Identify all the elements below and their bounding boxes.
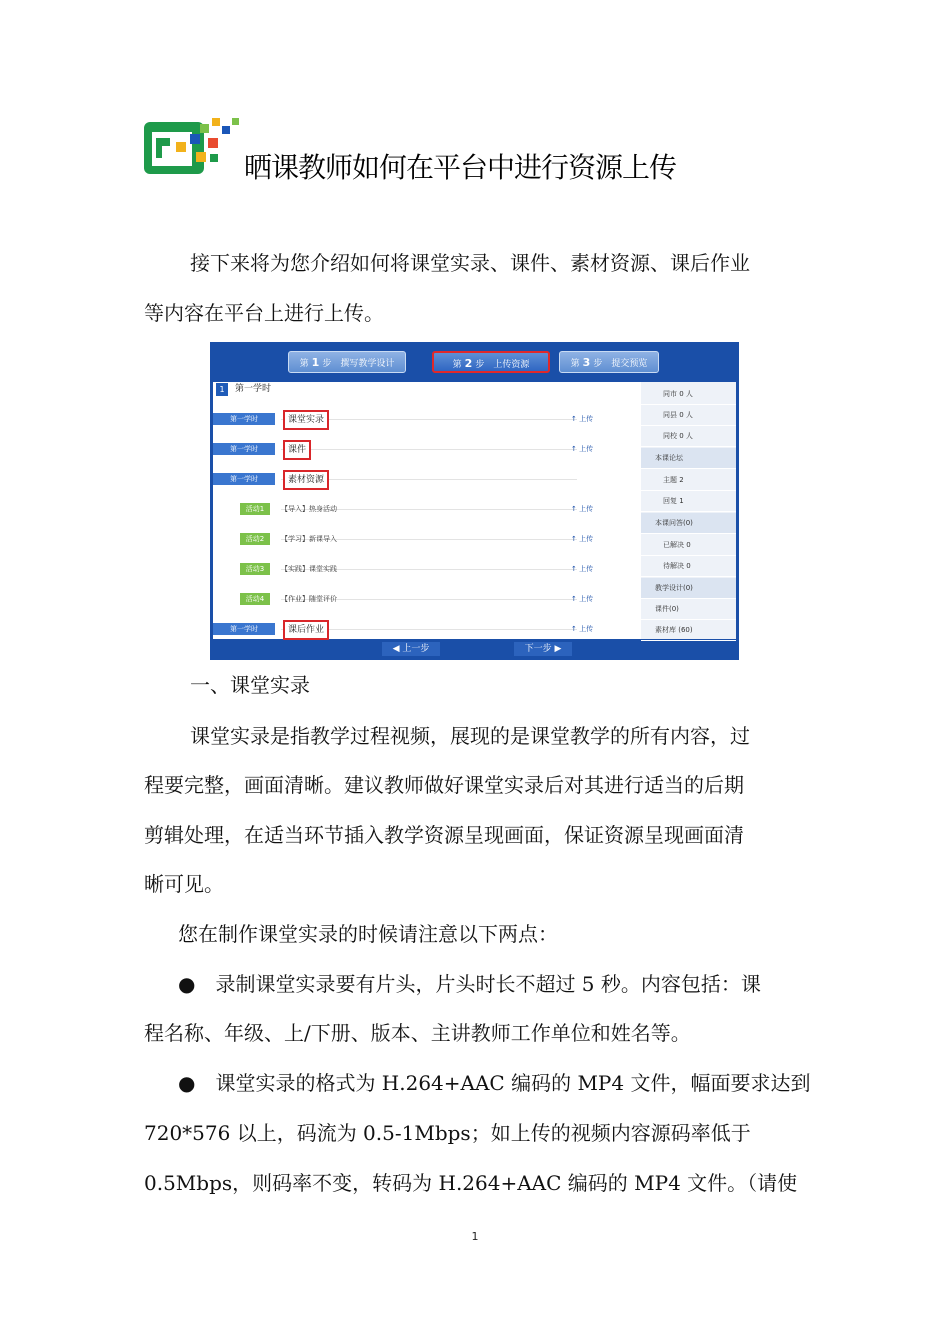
sidebar-stat: 课件(0) — [641, 599, 736, 620]
bullet-2-line-2: 720*576 以上，码流为 0.5-1Mbps；如上传的视频内容源码率低于 — [144, 1121, 751, 1145]
sidebar-stat: 同市 0 人 — [641, 384, 736, 405]
bullet-1-line-1: ● 录制课堂实录要有片头，片头时长不超过 5 秒。内容包括：课 — [178, 972, 761, 996]
sidebar-heading: 本课论坛 — [641, 448, 736, 469]
sidebar-stat: 回复 1 — [641, 491, 736, 512]
activity-row: 活动3 【实践】课堂实践 ↑ 上传 — [213, 560, 637, 578]
upload-link: ↑ 上传 — [571, 565, 594, 573]
sidebar-heading: 本课问答(0) — [641, 513, 736, 534]
step-bar — [210, 342, 739, 382]
resource-label-homework: 课后作业 — [283, 620, 329, 640]
paragraph-1-line-1: 课堂实录是指教学过程视频，展现的是课堂教学的所有内容，过 — [190, 724, 750, 748]
resource-row: 第一学时 课堂实录 ↑ 上传 — [213, 410, 637, 428]
sidebar-stat: 已解决 0 — [641, 535, 736, 556]
upload-steps-screenshot — [210, 342, 739, 660]
step-2-active: 第 2 步 上传资源 — [432, 351, 550, 373]
resource-label-classroom-record: 课堂实录 — [283, 410, 329, 430]
next-step-button: 下一步 ▶ — [514, 642, 572, 656]
page-number: 1 — [471, 1230, 479, 1243]
stats-sidebar — [641, 382, 736, 639]
resource-list — [213, 382, 637, 639]
paragraph-1-line-3: 剪辑处理，在适当环节插入教学资源呈现画面，保证资源呈现画面清 — [144, 823, 744, 847]
resource-panel — [213, 382, 736, 639]
step-1: 第 1 步 撰写教学设计 — [288, 351, 406, 373]
paragraph-1-line-2: 程要完整，画面清晰。建议教师做好课堂实录后对其进行适当的后期 — [144, 773, 744, 797]
sidebar-stat: 素材库 (60) — [641, 620, 736, 641]
paragraph-2: 您在制作课堂实录的时候请注意以下两点： — [178, 922, 558, 946]
activity-row: 活动2 【学习】新课导入 ↑ 上传 — [213, 530, 637, 548]
sidebar-stat: 同校 0 人 — [641, 426, 736, 447]
activity-row: 活动1 【导入】热身活动 ↑ 上传 — [213, 500, 637, 518]
prev-step-button: ◀ 上一步 — [382, 642, 440, 656]
sidebar-stat: 同县 0 人 — [641, 405, 736, 426]
step-navigation — [210, 639, 739, 660]
unit-header: 1 第一学时 — [213, 383, 637, 397]
intro-paragraph-line-2: 等内容在平台上进行上传。 — [144, 301, 384, 325]
document-title: 晒课教师如何在平台中进行资源上传 — [244, 151, 677, 184]
upload-link: ↑ 上传 — [571, 535, 594, 543]
intro-paragraph-line-1: 接下来将为您介绍如何将课堂实录、课件、素材资源、课后作业 — [190, 251, 750, 275]
bullet-2-line-3: 0.5Mbps，则码率不变，转码为 H.264+AAC 编码的 MP4 文件。（请使 — [144, 1171, 798, 1195]
sidebar-heading: 教学设计(0) — [641, 578, 736, 599]
upload-link: ↑ 上传 — [571, 595, 594, 603]
platform-logo-icon — [142, 112, 242, 180]
step-3: 第 3 步 提交预览 — [559, 351, 659, 373]
paragraph-1-line-4: 晰可见。 — [144, 872, 224, 896]
resource-row: 第一学时 素材资源 — [213, 470, 637, 488]
sidebar-stat: 主题 2 — [641, 470, 736, 491]
section-1-heading: 一、课堂实录 — [190, 673, 310, 697]
upload-link: ↑ 上传 — [571, 505, 594, 513]
resource-row: 第一学时 课件 ↑ 上传 — [213, 440, 637, 458]
sidebar-stat: 待解决 0 — [641, 556, 736, 577]
resource-label-materials: 素材资源 — [283, 470, 329, 490]
resource-row: 第一学时 课后作业 ↑ 上传 — [213, 620, 637, 638]
upload-link: ↑ 上传 — [571, 625, 594, 633]
upload-link: ↑ 上传 — [571, 415, 594, 423]
activity-row: 活动4 【作业】随堂评价 ↑ 上传 — [213, 590, 637, 608]
bullet-1-line-2: 程名称、年级、上/下册、版本、主讲教师工作单位和姓名等。 — [144, 1021, 691, 1045]
resource-label-courseware: 课件 — [283, 440, 311, 460]
upload-link: ↑ 上传 — [571, 445, 594, 453]
bullet-2-line-1: ● 课堂实录的格式为 H.264+AAC 编码的 MP4 文件，幅面要求达到 — [178, 1071, 811, 1095]
